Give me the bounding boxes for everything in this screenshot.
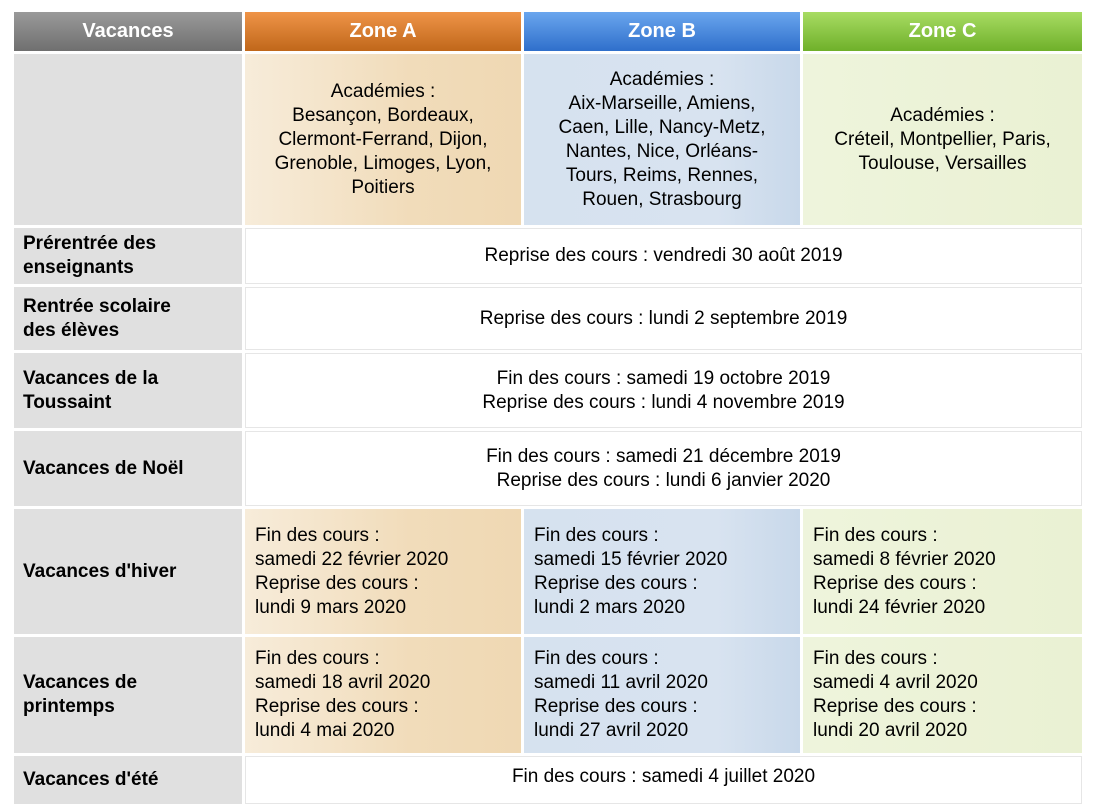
header-zone-a: Zone A (245, 12, 521, 51)
date-line: Fin des cours : samedi 19 octobre 2019 (496, 367, 831, 389)
date-line: Fin des cours : (534, 524, 659, 546)
date-line: Reprise des cours : (813, 572, 977, 594)
academies-line: Toulouse, Versailles (858, 152, 1027, 174)
date-line: Fin des cours : (255, 648, 380, 669)
date-line: Fin des cours : (534, 648, 659, 669)
header-vacances: Vacances (14, 12, 242, 51)
academies-line: Grenoble, Limoges, Lyon, (274, 152, 492, 174)
date-line: Reprise des cours : (255, 696, 419, 717)
row-label-printemps (14, 637, 242, 753)
academies-line: Académies : (609, 68, 715, 90)
date-line: lundi 4 mai 2020 (255, 720, 395, 741)
row-label-line: Vacances de (23, 672, 138, 693)
date-line: Fin des cours : samedi 21 décembre 2019 (486, 445, 841, 467)
date-line: Reprise des cours : lundi 6 janvier 2020 (496, 469, 831, 491)
academies-line: Aix-Marseille, Amiens, (568, 92, 756, 114)
row-label-line: Rentrée scolaire (23, 295, 171, 317)
row-label-toussaint (14, 353, 242, 428)
date-line: Reprise des cours : (534, 572, 698, 594)
academies-label-cell (14, 54, 242, 225)
academies-line: Tours, Reims, Rennes, (565, 164, 759, 186)
academies-line: Besançon, Bordeaux, (292, 104, 474, 126)
date-line: lundi 2 mars 2020 (534, 596, 686, 618)
date-line: Fin des cours : (813, 648, 938, 669)
ete-dates (245, 756, 1082, 804)
row-label-line: Vacances de la (23, 367, 159, 389)
date-line: Fin des cours : (255, 524, 380, 546)
date-line: Fin des cours : (813, 524, 938, 546)
date-line: samedi 8 février 2020 (813, 548, 996, 570)
academies-line: Caen, Lille, Nancy-Metz, (558, 116, 766, 138)
hiver-zone-a (245, 509, 521, 634)
date-line: samedi 22 février 2020 (255, 548, 449, 570)
academies-line: Académies : (330, 80, 436, 102)
date-line: samedi 4 avril 2020 (813, 672, 978, 693)
row-label-noel (14, 431, 242, 506)
hiver-zone-b (524, 509, 800, 634)
date-line: Reprise des cours : vendredi 30 août 2019 (484, 245, 843, 266)
noel-dates (245, 431, 1082, 506)
toussaint-dates (245, 353, 1082, 428)
rentree-dates (245, 287, 1082, 350)
row-label-line: Vacances d'été (23, 769, 159, 790)
row-label-line: enseignants (23, 257, 134, 278)
date-line: lundi 20 avril 2020 (813, 720, 968, 741)
printemps-zone-a (245, 637, 521, 753)
prerentree-dates (245, 228, 1082, 284)
date-line: Reprise des cours : (534, 696, 698, 717)
row-label-line: Vacances d'hiver (23, 560, 177, 582)
date-line: Reprise des cours : (813, 696, 977, 717)
row-label-line: Prérentrée des (23, 233, 157, 254)
printemps-zone-b (524, 637, 800, 753)
date-line: samedi 11 avril 2020 (534, 672, 708, 693)
school-holidays-table (14, 12, 1082, 804)
date-line: Reprise des cours : lundi 4 novembre 2019 (482, 391, 845, 413)
date-line: Fin des cours : samedi 4 juillet 2020 (511, 766, 816, 787)
zone-c-academies (803, 54, 1082, 225)
date-line: Reprise des cours : lundi 2 septembre 2019 (479, 307, 848, 329)
date-line: lundi 9 mars 2020 (255, 596, 407, 618)
academies-line: Poitiers (351, 176, 415, 198)
date-line: lundi 24 février 2020 (813, 596, 986, 618)
academies-line: Créteil, Montpellier, Paris, (834, 128, 1051, 150)
row-label-line: printemps (23, 696, 115, 717)
date-line: samedi 18 avril 2020 (255, 672, 431, 693)
row-label-line: Toussaint (23, 391, 112, 413)
printemps-zone-c (803, 637, 1082, 753)
hiver-zone-c (803, 509, 1082, 634)
header-zone-b: Zone B (524, 12, 800, 51)
row-label-line: Vacances de Noël (23, 457, 184, 479)
row-label-prerentree (14, 228, 242, 284)
row-label-line: des élèves (23, 319, 120, 341)
row-label-rentree (14, 287, 242, 350)
date-line: Reprise des cours : (255, 572, 419, 594)
zone-b-academies (524, 54, 800, 225)
academies-line: Académies : (890, 104, 995, 126)
date-line: lundi 27 avril 2020 (534, 720, 689, 741)
academies-line: Clermont-Ferrand, Dijon, (278, 128, 488, 150)
header-zone-c: Zone C (803, 12, 1082, 51)
academies-line: Nantes, Nice, Orléans- (565, 140, 759, 162)
academies-line: Rouen, Strasbourg (582, 188, 742, 210)
zone-a-academies (245, 54, 521, 225)
row-label-hiver (14, 509, 242, 634)
row-label-ete (14, 756, 242, 804)
date-line: samedi 15 février 2020 (534, 548, 728, 570)
